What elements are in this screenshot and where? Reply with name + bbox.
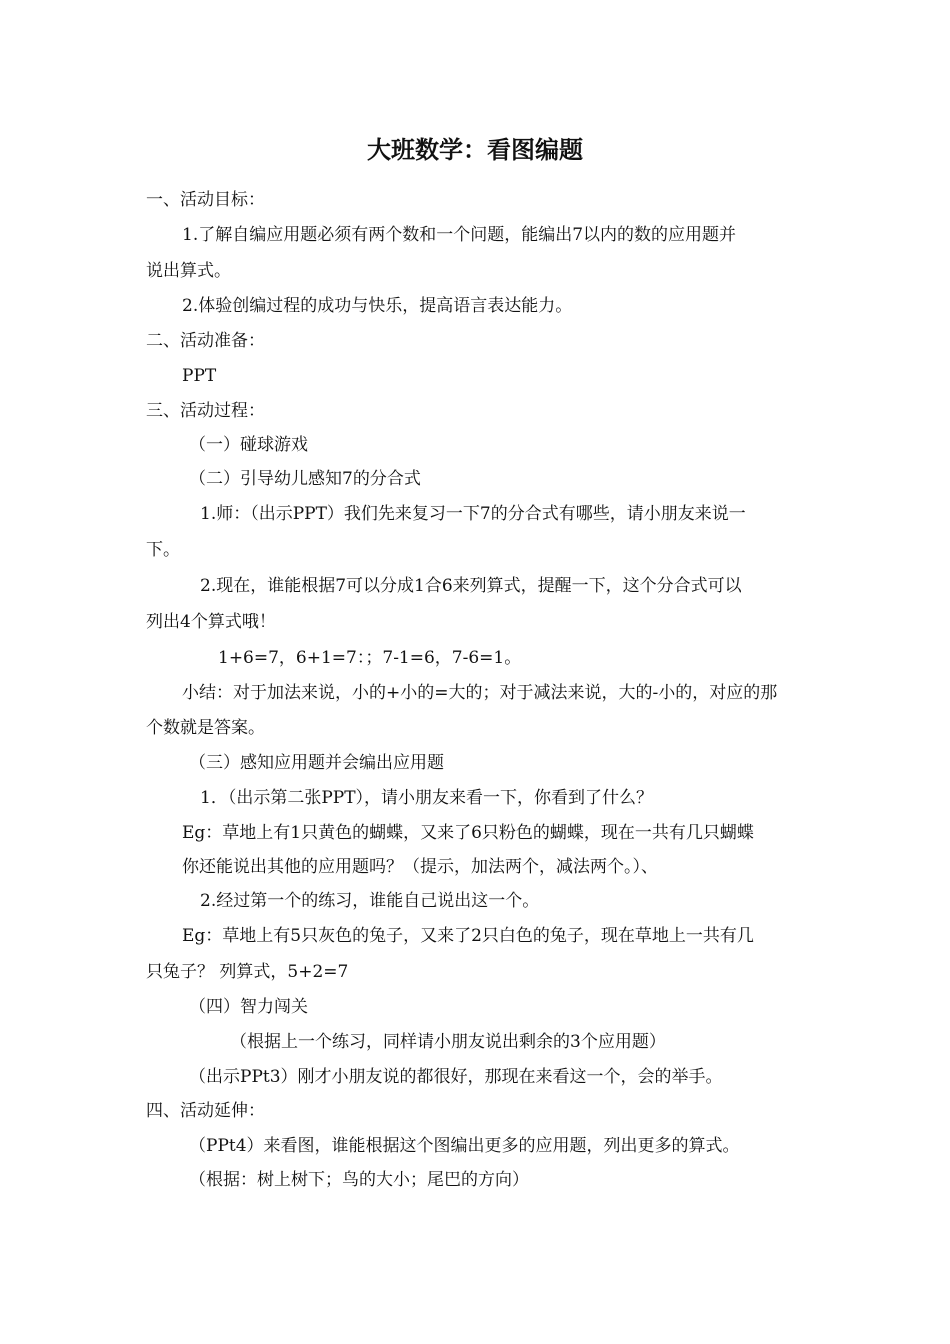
summary-line: 小结：对于加法来说，小的+小的=大的；对于减法来说，大的-小的，对应的那: [182, 683, 778, 703]
goal-item-1-continued: 说出算式。: [146, 261, 231, 281]
extension-paragraph-2: （根据：树上树下；鸟的大小；尾巴的方向）: [189, 1170, 529, 1190]
section-heading-extension: 四、活动延伸：: [146, 1101, 265, 1121]
example-2-continued: 只兔子？ 列算式，5+2=7: [146, 962, 349, 982]
step-3-paragraph-2: 2.经过第一个的练习，谁能自己说出这一个。: [200, 891, 540, 911]
document-title: 大班数学：看图编题: [367, 136, 583, 164]
section-heading-goals: 一、活动目标：: [146, 190, 265, 210]
example-2: Eg：草地上有5只灰色的兔子，又来了2只白色的兔子，现在草地上一共有几: [182, 926, 754, 946]
step-2-paragraph-2: 2.现在，谁能根据7可以分成1合6来列算式，提醒一下，这个分合式可以: [200, 576, 742, 596]
section-heading-process: 三、活动过程：: [146, 401, 265, 421]
process-step-4: （四）智力闯关: [189, 997, 308, 1017]
goal-item-2: 2.体验创编过程的成功与快乐，提高语言表达能力。: [182, 296, 573, 316]
process-step-1: （一）碰球游戏: [189, 435, 308, 455]
example-1: Eg：草地上有1只黄色的蝴蝶，又来了6只粉色的蝴蝶，现在一共有几只蝴蝶: [182, 823, 754, 843]
process-step-3: （三）感知应用题并会编出应用题: [189, 753, 444, 773]
preparation-item: PPT: [182, 366, 217, 386]
extension-paragraph-1: （PPt4）来看图，谁能根据这个图编出更多的应用题，列出更多的算式。: [189, 1136, 740, 1156]
step-2-paragraph-1: 1.师：（出示PPT）我们先来复习一下7的分合式有哪些，请小朋友来说一: [200, 504, 746, 524]
step-2-paragraph-2-continued: 列出4个算式哦！: [146, 612, 276, 632]
process-step-2: （二）引导幼儿感知7的分合式: [189, 469, 421, 489]
step-2-paragraph-1-continued: 下。: [146, 540, 180, 560]
equations-line: 1+6=7，6+1=7：；7-1=6，7-6=1。: [218, 648, 522, 668]
summary-line-continued: 个数就是答案。: [146, 718, 265, 738]
step-3-paragraph-1: 1．（出示第二张PPT），请小朋友来看一下，你看到了什么？: [200, 788, 654, 808]
step-4-paragraph-1: （根据上一个练习，同样请小朋友说出剩余的3个应用题）: [230, 1032, 666, 1052]
goal-item-1: 1.了解自编应用题必须有两个数和一个问题，能编出7以内的数的应用题并: [182, 225, 737, 245]
step-4-paragraph-2: （出示PPt3）刚才小朋友说的都很好，那现在来看这一个，会的举手。: [189, 1067, 723, 1087]
example-1-followup: 你还能说出其他的应用题吗？（提示，加法两个，减法两个。）、: [182, 857, 658, 877]
section-heading-preparation: 二、活动准备：: [146, 331, 265, 351]
